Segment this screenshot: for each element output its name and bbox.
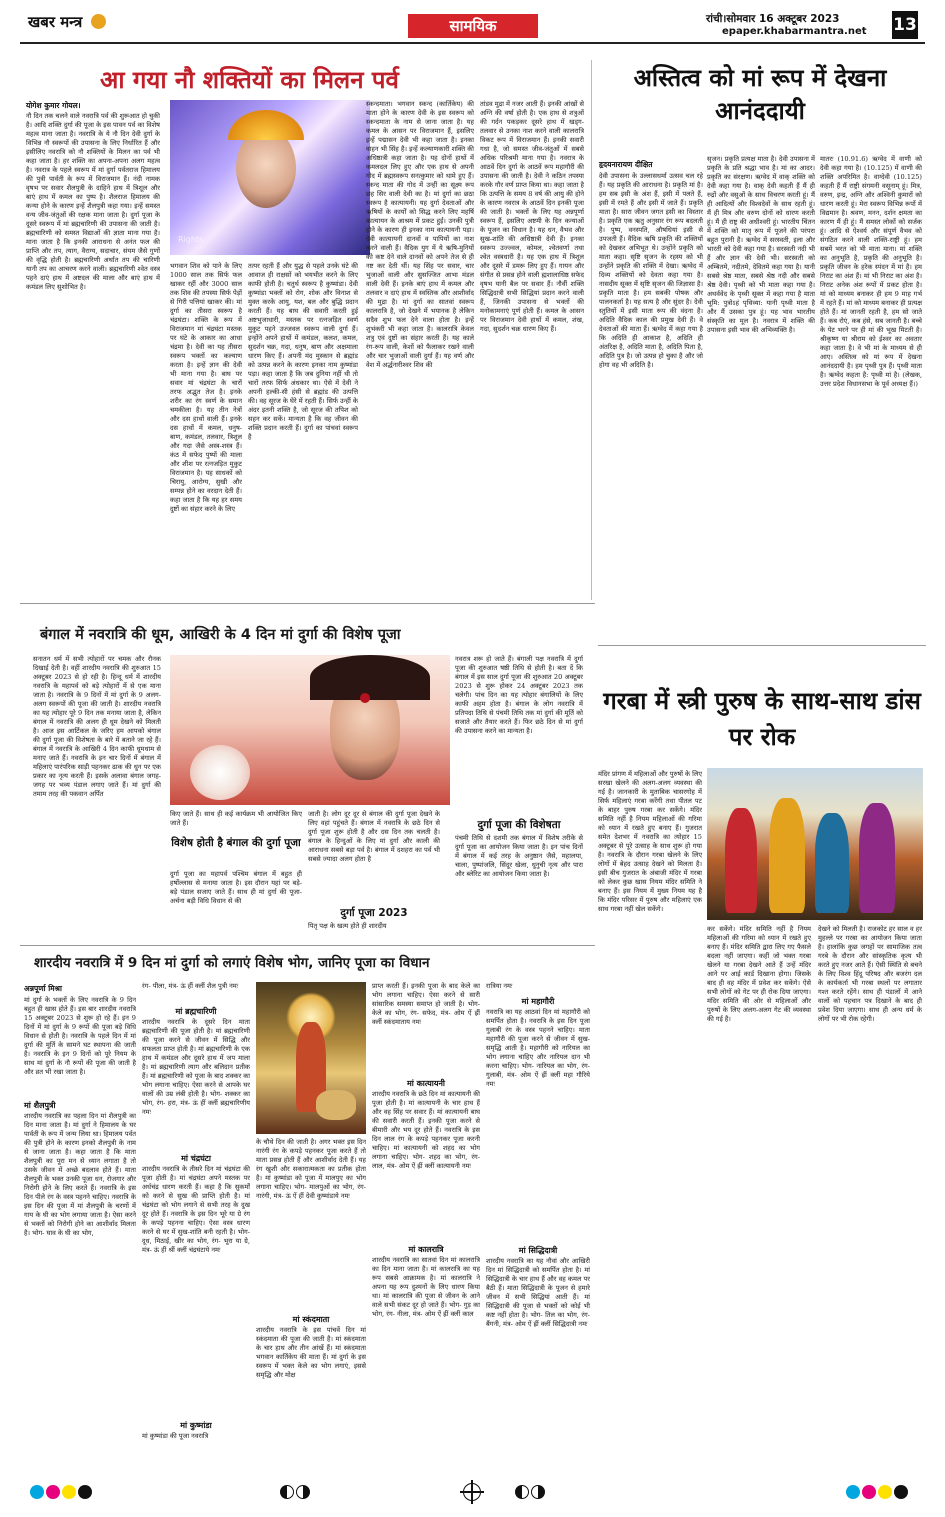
magenta-dot-icon	[46, 1485, 60, 1499]
article3-headline: बंगाल में नवरात्रि की धूम, आखिरी के 4 दिन मां दुर्गा की विशेष पूजा	[40, 627, 401, 643]
lion-figure	[316, 1090, 356, 1120]
article3-subheading2: दुर्गा पूजा 2023	[340, 907, 408, 919]
article5-headline: गरबा में स्त्री पुरुष के साथ-साथ डांस पर रोक	[603, 687, 921, 751]
article1-column5: तांडव मुद्रा में नजर आती हैं। इनकी आंखों से अग्नि की वर्षा होती है। एक हाथ से शत्रुओं की गर्दन पकड़कर दूसरे हाथ में खड्ग-तलवार से उनका नाश करने वाली कालरात्रि विकट रूप में विराजमान हैं। इनकी सवारी गधा है, जो समस्त जीव-जंतुओं में सबसे अधिक परिश्रमी माना गया है। नवरात्र के आठवें दिन दुर्गा के आठवें रूप महागौरी की उपासना की जाती है। देवी ने कठिन तपस्या करके गौर वर्ण प्राप्त किया था। कहा जाता है कि उत्पत्ति के समय 8 वर्ष की आयु की होने के कारण नवरात्र के आठवें दिन इनकी पूजा की जाती है। भक्तों के लिए यह अन्नपूर्णा स्वरूप हैं, इसलिए अष्टमी के दिन कन्याओं के पूजन का विधान है। यह धन, वैभव और सुख-शांति की अधिष्ठात्री देवी हैं। इनका स्वरूप उज्ज्वल, कोमल, श्वेतवर्णा तथा श्वेत वस्त्रधारी है। यह एक हाथ में त्रिशूल और दूसरे में डमरू लिए हुए हैं। गायन और संगीत से प्रसन्न होने वाली ह्मशालाधिष्ठ सफेद वृषभ यानी बैल पर सवार हैं। नौवीं शक्ति सिद्धिदात्री सभी सिद्धियां प्रदान करने वाली हैं, जिनकी उपासना से भक्तों की मनोकामनाएं पूर्ण होती हैं। कमल के आसन पर विराजमान देवी हाथों में कमल, शंख, गदा, सुदर्शन चक्र धारण किए हैं।	[480, 100, 584, 333]
article4-column5: रात्रिया नमः	[486, 982, 513, 990]
article3-column4b: पंचमी तिथि से दशमी तक बंगाल में विशेष तरीके से दुर्गा पूजा का आयोजन किया जाता है। इन पांच दिनों में बंगाल में कई तरह के अनुष्ठान जैसे, महालया, चाला, पुष्पांजलि, सिंदूर खेला, धुनुची नृत्य और पारा और ब्लेरिट का आयोजन किया जाता है।	[455, 834, 583, 878]
article5-column2: कर सकेंगे। मंदिर समिति नहीं है नियम महिलाओं की गरिमा को ध्यान में रखते हुए बनाए हैं। मंदिर समिति द्वारा लिए गए फैसले बदला नहीं जाएगा। कहीं जो भक्त गरबा खेलने या गरबा देखने आते हैं उन्हें मंदिर आने पर आई कार्ड दिखाना होगा। जिसके बाद ही वह मंदिर में प्रवेश कर सकेंगे। ऐसे सभी लोगों को गेट पर ही रोक दिया जाएगा। मंदिर समिति की ओर से महिलाओं और पुरुषों के लिए अलग-अलग गेट की व्यवस्था की गई है।	[707, 925, 811, 1023]
print-marks-footer	[0, 1478, 945, 1508]
article3-column3b: पितृ पक्ष के खत्म होते ही शारदीय	[308, 922, 387, 930]
article4-column2d: मां कुष्मांडा की पूजा नवरात्रि	[142, 1432, 209, 1440]
half-dot-icon	[531, 1485, 545, 1499]
article3-subheading: विशेष होती है बंगाल की दुर्गा पूजा	[171, 837, 301, 849]
logo-emblem-icon	[91, 14, 106, 29]
website-link[interactable]: epaper.khabarmantra.net	[722, 26, 867, 37]
article4-headline: शारदीय नवरात्रि में 9 दिन मां दुर्गा को लगाएं विशेष भोग, जानिए पूजा का विधान	[34, 955, 430, 971]
half-dot-icon	[515, 1485, 529, 1499]
registration-crosshair-icon	[463, 1483, 481, 1501]
yellow-dot-icon	[878, 1485, 892, 1499]
garba-dancers-photo	[707, 768, 923, 920]
article3-column2: किए जाते हैं। साथ ही कई कार्यक्रम भी आयोजित किए जाते हैं।	[170, 810, 302, 827]
article4-heading-chandraghanta: मां चंद्रघंटा	[181, 1154, 211, 1163]
article3-subheading3: दुर्गा पूजा की विशेषता	[477, 819, 561, 831]
article3-column4: नवरात्र शरू हो जाते हैं। बंगाली पक्ष नवरात्रि में दुर्गा पूजा की शुरुआत षष्ठी तिथि से होती है। बता दें कि बंगाल में इस साल दुर्गा पूजा की शुरुआत 20 अक्टूबर 2023 से शुरू होकर 24 अक्टूबर 2023 तक चलेगी। पांच दिन का यह त्योहार बंगालियों के लिए काफी अहम होता है। बंगाल के लोग नवरात्रि में प्रतिपदा तिथि से पंचमी तिथि तक मां दुर्गा की मूर्ति को सजाते और तैयार करते हैं। फिर छठे दिन से मां दुर्गा की उपासना करने का मान्यता है।	[455, 655, 583, 735]
article2-column1: देवी उपासना के उल्लासधर्मा उत्सव चल रहे हैं। यह प्रकृति की आराधना है। प्रकृति मां है। हम सब इसी के अंश हैं, इसी में पलते हैं, इसी में रमते हैं और इसी में जाते हैं। प्रकृति माता है। सारा जीवन जगत इसी का विस्तार है। प्रकृति एक ऋतु अनुसार रंग रूप बदलती है। पुष्प, वनस्पति, औषधियां इसी से उपजती हैं। वैदिक ऋषि प्रकृति की शक्तियों को देखकर अभिभूत थे। उन्होंने प्रकृति को माता कहा। सृष्टि सृजन के रहस्य को भी उन्होंने प्रकृति की शक्ति में देखा। ऋग्वेद में दिव्य शक्तियों को देवता कहा गया है। नासदीय सूक्त में सृष्टि सृजन की जिज्ञासा है। प्रकृति माता है। हम सबकी पोषक और पालनकर्ता है। यह सत्य है और सुंदर है। देवी स्तुतियों में इसी माता रूप की वंदना है। अदिति वैदिक काल की प्रमुख देवी हैं। वे देवताओं की माता हैं। ऋग्वेद में कहा गया है कि अदिति ही आकाश है, अदिति ही अंतरिक्ष है, अदिति माता है, अदिति पिता है, अदिति पुत्र है। जो उत्पन्न हो चुका है और जो होगा वह भी अदिति है।	[599, 172, 703, 369]
article4-column5b: नवरात्रि का यह आठवां दिन मां महागौरी को समर्पित होता है। नवरात्रि के इस दिन पूजा गुलाबी रंग के वस्त्र पहनने चाहिए। माता महागौरी की पूजा करने से जीवन में सुख-समृद्धि आती है। महागौरी को नारियल का भोग लगाना चाहिए और नारियल दान भी करना चाहिए। भोग- नारियल का भोग, रंग- गुलाबी, मंत्र- ओम ऐं ह्रीं क्लीं महा गौरिये नमः	[486, 1008, 590, 1088]
article4-heading-brahmacharini: मां ब्रह्मचारिणी	[175, 1007, 217, 1016]
article3-column2b: दुर्गा पूजा का महापर्व पश्चिम बंगाल में बहुत ही हर्षोल्लास से मनाया जाता है। इस दौरान यहां पर बड़े-बड़े पंडाल सजाए जाते हैं। साथ ही मां दुर्गा की पूजा-अर्चना बड़ी विधि विधान से की	[170, 870, 302, 905]
article4-heading-katyayani: मां कात्यायनी	[406, 1079, 446, 1088]
article4-column1: मां दुर्गा के भक्तों के लिए नवरात्रि के 9 दिन बहुत ही खास होते हैं। इस बार शारदीय नवरात्रि 15 अक्टूबर 2023 से शुरू हो रहे हैं। इन 9 दिनों में मां दुर्गा के 9 रूपों की पूजा बड़े विधि विधान से होती है। नवरात्रि के पहले दिन में मां दुर्गा की मूर्ति के सामने घट स्थापना की जाती है। नवरात्रि के इन 9 दिनों को पूरे नियम के साथ मां दुर्गा के नौ रूपों की पूजा की जाती है और व्रत भी रखा जाता है।	[24, 996, 136, 1076]
article1-column4: स्कन्दमाता। भगवान स्कन्द (कार्तिकेय) की माता होने के कारण देवी के इस स्वरूप को स्कन्दमाता के नाम से जाना जाता है। यह कमल के आसन पर विराजमान हैं, इसलिए इन्हें पद्मासन देवी भी कहा जाता है। इनका वाहन भी सिंह है। इन्हें कल्याणकारी शक्ति की अधिष्ठात्री कहा जाता है। यह दोनों हाथों में कमलदल लिए हुए और एक हाथ से अपनी गोद में ब्रह्मस्वरूप सनत्कुमार को थामे हुए हैं। स्कन्द माता की गोद में उन्हीं का सूक्ष्म रूप छह सिर वाली देवी का है। मां दुर्गा का छठा स्वरूप है कात्यायनी। यह दुर्गा देवताओं और ऋषियों के कार्यों को सिद्ध करने लिए महर्षि कात्यायन के आश्रम में प्रकट हुईं। उनकी पुत्री होने के कारण ही इनका नाम कात्यायनी पड़ा। देवी कात्यायनी दानवों व पापियों का नाश करने वाली हैं। वैदिक युग में ये ऋषि-मुनियों को कष्ट देने वाले दानवों को अपने तेज से ही नष्ट कर देती थीं। यह सिंह पर सवार, चार भुजाओं वाली और सुसज्जित आभा मंडल वाली देवी हैं। इनके बाएं हाथ में कमल और तलवार व दाएं हाथ में स्वस्तिक और आशीर्वाद की मुद्रा है। मां दुर्गा का सातवां स्वरूप कालरात्रि है, जो देखने में भयानक है लेकिन सदैव शुभ फल देने वाला होता है। इन्हें शुभंकरी भी कहा जाता है। कालरात्रि केवल शत्रु एवं दुष्टों का संहार करती हैं। यह काले रंग-रूप वाली, केशों को फैलाकर रखने वाली और चार भुजाओं वाली दुर्गा हैं। यह वर्ण और वेश में अर्द्धनारीश्वर शिव की	[366, 100, 474, 369]
article5-column3: देखने को मिलती है। राजकोट हर साल व हर मुहल्ले पर गरबा का आयोजन किया जाता है। हालांकि कुछ जगहों पर सामाजिक तत्व गरबे के दौरान और सांस्कृतिक कृत्य भी करते हुए नजर आते हैं। ऐसी स्थिति से बचने के लिए विश्व हिंदू परिषद और बजरंग दल के कार्यकर्ता भी गरबा स्थलों पर लगातार गश्त करते रहेंगे। साथ ही पंडालों में आने वालों को पहचान पत्र दिखाने के बाद ही प्रवेश दिया जाएगा। साथ ही अन्य धर्म के लोगों पर भी रोक रहेगी।	[818, 925, 922, 1023]
article4-heading-mahagauri: मां महागौरी	[521, 997, 555, 1006]
article2-headline: अस्तित्व को मां रूप में देखना आनंददायी	[633, 64, 887, 125]
page-number: 13	[892, 11, 918, 39]
article4-column3b: शारदीय नवरात्रि के इस पांचवें दिन मां स्कंदमाता की पूजा की जाती है। मां स्कंदमाता के चार हाथ और तीन आंखें हैं। मां स्कंदमाता भगवान कार्तिकेय की माता हैं। मां दुर्गा के इस स्वरूप में भक्त केले का भोग लगाएं, इससे समृद्धि और मोक्ष	[256, 1326, 366, 1379]
goddess-face	[236, 128, 296, 208]
article4-column4c: शारदीय नवरात्रि का सातवां दिन मां कालरात्रि का दिन माना जाता है। मां कालरात्रि का यह रूप सबसे आक्रामक है। मां कालरात्रि ने अपना यह रूप दुश्मनों के लिए धारण किया था। मां कालरात्रि की पूजा से जीवन के आने वाले सभी संकट दूर हो जाते हैं। भोग- गुड़ का भोग, रंग- नीला, मंत्र- ओम ऐं ह्रीं क्लीं काल	[372, 1256, 480, 1318]
article4-heading-kushmanda: मां कुष्मांडा	[180, 1421, 212, 1430]
logo[interactable]: खबर मन्त्र	[28, 12, 106, 32]
article4-top-rule	[20, 945, 595, 946]
black-dot-icon	[78, 1485, 92, 1499]
image-watermark: Rights	[178, 235, 204, 244]
article2-byline: हृदयनारायण दीक्षित	[599, 160, 653, 169]
article4-column5c: शारदीय नवरात्रि का यह नौवां और आखिरी दिन मां सिद्धिदात्री को समर्पित होता है। मां सिद्धिदात्री के चार हाथ हैं और वह कमल पर बैठी हैं। माता सिद्धिदात्री के पूजन से हमारे जीवन में सभी सिद्धियां आती हैं। मां सिद्धिदात्री की पूजा से भक्तों को कोई भी कष्ट नहीं होता है। भोग- तिल का भोग, रंग- बैंगनी, मंत्र- ओम ऐं ह्रीं क्लीं सिद्धिदात्री नमः	[486, 1257, 590, 1328]
article4-column4: प्राप्त करती हैं। इनकी पूजा के बाद केले का भोग लगाना चाहिए। ऐसा करने से सारी सांसारिक समस्या समाप्त हो जाती है। भोग- केले का भोग, रंग- सफेद, मंत्र- ओम ऐं ह्रीं क्लीं स्कंदमाताय नमः	[372, 982, 480, 1026]
black-dot-icon	[894, 1485, 908, 1499]
article1-byline: योगेश कुमार गोयल।	[26, 101, 81, 110]
article1-headline: आ गया नौ शक्तियों का मिलन पर्व	[100, 66, 399, 94]
article1-column3: तत्पर रहती हैं और युद्ध से पहले उनके घंटे की आवाज ही राक्षसों को भयभीत करने के लिए काफी होती है। चतुर्थ स्वरूप है कुष्मांडा। देवी कुष्मांडा भक्तों को रोग, शोक और विनाश से मुक्त करके आयु, यश, बल और बुद्धि प्रदान करती हैं। यह बाघ की सवारी करती हुई अष्टभुजाधारी, मस्तक पर रत्नजड़ित स्वर्ण मुकुट पहने उज्जवल स्वरूप वाली दुर्गा हैं। इन्होंने अपने हाथों में कमंडल, कलश, कमल, सुदर्शन चक्र, गदा, धनुष, बाण और अक्षमाला धारण किए हैं। अपनी मंद मुस्कान से ब्रह्मांड को उत्पन्न करने के कारण इनका नाम कुष्मांडा पड़ा। कहा जाता है कि जब दुनिया नहीं थी तो चारों तरफ सिर्फ अंधकार था। ऐसे में देवी ने अपनी हल्की-सी हंसी से ब्रह्मांड की उत्पत्ति की। वह सूरज के घेरे में रहती हैं। सिर्फ उन्हीं के अंदर इतनी शक्ति है, जो सूरज की तपिश को सहन कर सकें। मान्यता है कि वह जीवन की शक्ति प्रदान करती हैं। दुर्गा का पांचवां स्वरूप है	[248, 262, 358, 441]
article4-column3: के चौथे दिन की जाती है। अगर भक्त इस दिन नारंगी रंग के कपड़े पहनकर पूजा करते हैं तो माता प्रसन्न होती हैं और आशीर्वाद देती हैं। यह रंग खुशी और सकारात्मकता का प्रतीक होता है। मां कुष्मांडा को पूजा में मालपुए का भोग लगाना चाहिए। भोग- मालपुओं का भोग, रंग- नारंगी, मंत्र- ऊं ऐं हीं देवी कुष्मांडाये नमः	[256, 1138, 366, 1200]
article4-column2c: शारदीय नवरात्रि के तीसरे दिन मां चंद्रघंटा की पूजा होती है। मां चंद्रघंटा अपने मस्तक पर अर्धचंद्र धारण करती हैं। कहा है कि सुकर्मों को करने से सुख की प्राप्ति होती है। मां चंद्रघंटा को भोग लगाने से सभी तरह के दुख दूर होते हैं। नवरात्रि के इस दिन भूरे या ग्रे रंग के कपड़े पहनना चाहिए। ऐसा वस्त्र धारण करने से घर में सुख-शांति बनी रहती है। भोग- दूध, मिठाई, खीर का भोग, रंग- भूरा या ग्रे, मंत्र- ऊं हीं श्रीं क्लीं चंद्रघंटाये नमः	[142, 1165, 250, 1254]
article4-column2: रंग- पीला, मंत्र- ऊं हीं क्लीं शैल पुत्री नमः	[142, 982, 239, 990]
goddess-durga-illustration	[170, 100, 370, 255]
article5-top-rule	[598, 645, 926, 646]
dancer-1	[725, 808, 757, 913]
red-bindi	[360, 693, 370, 703]
article4-heading-siddhidatri: मां सिद्धिदात्री	[518, 1246, 558, 1255]
article2-column2: सृजन। प्रकृति प्रत्यक्ष माता है। देवी उपासना में प्रकृति के प्रति श्रद्धा भाव है। मां का आदर। प्रकृति का संरक्षण। ऋग्वेद में वाक् शक्ति को देवी कहा गया है। वाक् देवी कहती हैं मैं ही रुद्रों और वसुओं के साथ विचरण करती हूं। मैं ही आदित्यों और विश्वदेवों के साथ रहती हूं। मैं ही मित्र और वरुण दोनों को धारण करती हूं। मैं ही राष्ट्र की अधीश्वरी हूं। भारतीय चिंतन में शक्ति को मातृ रूप में पूजने की परंपरा बहुत पुरानी है। ऋग्वेद में सरस्वती, इला और भारती को देवी कहा गया है। सरस्वती नदी भी हैं और ज्ञान की देवी भी। सरस्वती को अम्बितमे, नदीतमे, देवितमे कहा गया है। यानी सबसे श्रेष्ठ माता, सबसे श्रेष्ठ नदी और सबसे श्रेष्ठ देवी। पृथ्वी को भी माता कहा गया है। अथर्ववेद के पृथ्वी सूक्त में कहा गया है माता भूमि: पुत्रोऽहं पृथिव्या: यानी पृथ्वी माता है और मैं उसका पुत्र हूं। यह भाव भारतीय संस्कृति का मूल है। नवरात्र में शक्ति की उपासना इसी भाव की अभिव्यक्ति है।	[707, 155, 815, 334]
bengali-woman-durga-puja-photo	[170, 655, 450, 805]
article4-byline: अन्नपूर्णा मिश्रा	[24, 984, 62, 993]
article4-heading-kalratri: मां कालरात्रि	[408, 1245, 444, 1254]
half-dot-icon	[296, 1485, 310, 1499]
cyan-dot-icon	[30, 1485, 44, 1499]
dancer-4	[859, 803, 895, 913]
article4-column4b: शारदीय नवरात्रि के छठे दिन मां कात्यायनी की पूजा होती है। मां कात्यायनी के चार हाथ हैं और वह सिंह पर सवार हैं। मां कात्यायनी बाघ की सवारी करती हैं। इनकी पूजा करने से बीमारी और भय दूर होते हैं। नवरात्रि के इस दिन लाल रंग के कपड़े पहनकर पूजा करनी चाहिए। मां कात्यायनी को शहद का भोग लगाना चाहिए। भोग- शहद का भोग, रंग- लाल, मंत्र- ओम ऐं ह्रीं क्लीं कात्यायनी नमः	[372, 1090, 480, 1170]
durga-idol-pandal-photo	[256, 982, 366, 1134]
magenta-dot-icon	[862, 1485, 876, 1499]
woman-hair	[310, 655, 430, 700]
yellow-dot-icon	[62, 1485, 76, 1499]
masthead	[0, 0, 945, 44]
article4-column1b: शारदीय नवरात्रि का पहला दिन मां शैलपुत्री का दिन माना जाता है। मां दुर्गा ने हिमालय के घर पार्वती के रूप में जन्म लिया था। हिमालय पर्वत की पुत्री होने के कारण इनको शैलपुत्री के नाम से जाना जाता है। कहा जाता है कि माता शैलपुत्री का पूरा मन से ध्यान लगाता है तो उसके जीवन में अच्छे बदलाव होते हैं। माता शैलपुत्री के भक्त उनकी पूजा धन, रोजगार और निरोगी होने के लिए करते हैं। नवरात्रि के इस दिन पीले रंग के वस्त्र पहनने चाहिए। नवरात्रि के इस दिन की पूजा में मां शैलपुत्री के चरणों में गाय के घी का भोग लगाया जाता है। ऐसा करने से भक्तों को निरोगी होने का आशीर्वाद मिलता है। भोग- घाव के घी का भोग,	[24, 1112, 136, 1237]
article3-top-rule	[20, 603, 595, 604]
article3-column1: सनातन धर्म में सभी त्योहारों पर चमक और रौनक दिखाई देती है। वहीं शारदीय नवरात्रि की शुरुआत 15 अक्टूबर 2023 से हो रही है। हिन्दू धर्म में शारदीय नवरात्रि के महापर्व को बड़े त्योहारों में से एक माना जाता है। नवरात्रि के 9 दिनों में मां दुर्गा के 9 अलग-अलग स्वरूपों की पूजा की जाती है। शारदीय नवरात्रि का यह त्योहार पूरे 9 दिन तक मनाया जाता है, लेकिन बंगाल में नवरात्रि की अलग ही धूम देखने को मिलती है। आज इस आर्टिकल के जरिए हम आपको बंगाल की दुर्गा पूजा की विशेषता के बारे में बताने जा रहे हैं। बंगाल में नवरात्रि के आखिरी 4 दिन काफी धूमधाम से मनाए जाते हैं। नवरात्रि के इन चार दिनों में बंगाल में महिलाएं पारंपरिक साड़ी पहनकर ढाक की धुन पर एक प्रकार का नृत्य करती हैं। इसके अलावा बंगाल जगह-जगह पर भव्य पंडाल लगाए जाते हैं। मां दुर्गा की तमाम तरह की पकवान अर्पित	[33, 655, 161, 798]
masthead-rule	[20, 42, 925, 44]
article2-column3: मातरः (10.91.6) ऋग्वेद में वाणी को देवी कहा गया है। (10.125) में वाणी की शक्ति अपरिमित है। वाग्देवी (10.125) कहती हैं मैं राष्ट्री संगमनी वसूनाम् हूं। मित्र, वरुण, इन्द्र, अग्नि और अश्विनी कुमारों को धारण करती हूं। मेरा स्वरूप विभिन्न रूपों में विद्यमान है। श्रवण, मनन, दर्शन क्षमता का कारण मैं ही हूं। मैं समस्त लोकों को सर्जक हूं। आदि से ऐश्वर्य और संपूर्ण वैभव को संगठित करने वाली शक्ति-राष्ट्री हूं। हम सबमें भरत को भी माता माना। मां शक्ति का अनुभूति है, प्रकृति की अनुभूति है। प्रकृति जीवन के हरेक स्पंदन में मां है। हम निराट का अंश हैं। मां भी निराट का अंश है। निराट अनेक अंश रूपों में प्रकट होता है। मां को माध्यम बनाकर ही हम 9 माह गर्भ में रहते हैं। मां को माध्यम बनाकर ही प्रत्यक्ष होते हैं। मां जानती रहती है, हम सो जाते हैं। कब रोएं, कब हंसे, सब जानती है। बच्चे के पेट भरने पर ही मां की भूख मिटती है। श्रीकृष्ण या श्रीराम को ईश्वर का अवतार कहा जाता है। वे भी मां के माध्यम से ही आए। अस्तित्व को मां रूप में देखना आनंददायी है। हम पृथ्वी पुत्र हैं। पृथ्वी माता है। ऋग्वेद कहता है: पृथ्वी मां है। (लेखक, उत्तर प्रदेश विधानसभा के पूर्व अध्यक्ष हैं।)	[820, 155, 922, 388]
flower-decoration	[190, 745, 250, 800]
half-dot-icon	[280, 1485, 294, 1499]
article4-heading-shailputri: मां शैलपुत्री	[24, 1101, 56, 1110]
article4-column2b: शारदीय नवरात्रि के दूसरे दिन माता ब्रह्मचारिणी की पूजा होती है। मां ब्रह्मचारिणी की पूजा करने से जीवन में सिद्धि और सफलता प्राप्त होती है। मां ब्रह्मचारिणी के एक हाथ में कमंडल और दूसरे हाथ में जप माला है। मां ब्रह्मचारिणी त्याग और बलिदान प्रतीक हैं। मां ब्रह्मचारिणी को पूजा के बाद शक्कर का भोग लगाना चाहिए। ऐसा करने से आपके घर वालों की उम्र लंबी होती है। भोग- शक्कर का भोग, रंग- हरा, मंत्र- ऊं हीं क्लीं ब्रह्मचारिणीय नमः	[142, 1018, 250, 1116]
section-label: सामयिक	[408, 14, 538, 38]
dancer-3	[815, 813, 849, 913]
cyan-dot-icon	[846, 1485, 860, 1499]
dancer-2	[769, 798, 805, 913]
article1-column2: भगवान शिव को पाने के लिए 1000 साल तक सिर्फ फल खाकर रहीं और 3000 साल तक शिव की तपस्या सिर्फ पेड़ों से गिरी पत्तियां खाकर की। मां दुर्गा का तीसरा स्वरूप है चंद्रघंटा। शक्ति के रूप में विराजमान मां चंद्रघंटा मस्तक पर घंटे के आकार का आधा चंद्रमा है। देवी का यह तीसरा स्वरूप भक्तों का कल्याण करता है। इन्हें ज्ञान की देवी भी माना गया है। बाघ पर सवार मां चंद्रघंटा के चारों तरफ अद्भुत तेज है। इनके शरीर का रंग स्वर्ण के समान चमकीला है। यह तीन नेत्रों और दस हाथों वाली हैं। इनके दस हाथों में कमल, धनुष-बाण, कमंडल, तलवार, त्रिशूल और गदा जैसे अस्त्र-शस्त्र हैं। कंठ में सफेद पुष्पों की माला और शीश पर रत्नजड़ित मुकुट विराजमान है। यह साधकों को चिरायु, आरोग्य, सुखी और सम्पन्न होने का वरदान देती हैं। कहा जाता है कि यह हर समय दुष्टों का संहार करने के लिए	[170, 262, 242, 513]
goddess-crown	[228, 110, 304, 140]
dateline: रांची।सोमवार 16 अक्टूबर 2023	[706, 13, 840, 25]
article1-column1: नौ दिन तक चलने वाले नवरात्रि पर्व की शुरूआत हो चुकी है। आदि शक्ति दुर्गा की पूजा के इस पावन पर्व का विशेष महत्व माना जाता है। नवरात्रि के ये नौ दिन देवी दुर्गा के विभिन्न नौ स्वरूपों की उपासना के लिए निर्धारित हैं और इसीलिए नवरात्रि को नौ शक्तियों के मिलन का पर्व भी कहा जाता है। हर शक्ति का अपना-अपना अलग महत्व है। नवरात्र के पहले स्वरूप में मां दुर्गा पर्वतराज हिमालय की पुत्री पार्वती के रूप में विराजमान हैं। नंदी नामक वृषभ पर सवार शैलपुत्री के दाहिने हाथ में त्रिशूल और बाएं हाथ में कमल का पुष्प है। शैलराज हिमालय की कन्या होने के कारण इन्हें शैलपुत्री कहा गया। इन्हें समस्त वन्य जीव-जंतुओं की रक्षक माना जाता है। दुर्गा पूजा के दूसरे स्वरूप में मां ब्रह्मचारिणी की उपासना की जाती है। ब्रह्मचारिणी को समस्त विद्याओं की ज्ञाता माना गया है। माना जाता है कि इनकी आराधना से अनंत फल की प्राप्ति और तप, त्याग, वैराग्य, सदाचार, संयम जैसे गुणों की वृद्धि होती है। ब्रह्मचारिणी अर्थात तप की चारिणी यानी तप का आचरण करने वाली। ब्रह्मचारिणी श्वेत वस्त्र पहने दाएं हाथ में अष्टदल की माला और बाएं हाथ में कमंडल लिए सुशोभित है।	[26, 112, 160, 291]
article1-divider	[591, 60, 592, 600]
article4-heading-skandamata: मां स्कंदमाता	[292, 1315, 330, 1324]
article5-column1: मंदिर प्रांगण में महिलाओं और पुरुषों के लिए सरखा खेलने की अलग-अलग व्यवस्था की गई है। जानकारी के मुताबिक चासरगोह में सिर्फ महिलाएं गरबा करेंगी तथा पीतल पट के बाहर पुरुष गरबा कर सकेंगे। मंदिर समिति नहीं है नियम महिलाओं की गरिमा को ध्यान में रखते हुए बनाए हैं। गुजरात समेत देशभर में नवरात्रि का त्योहार 15 अक्टूबर से पूरे उत्साह के साथ शुरू हो गया है। नवरात्रि के दौरान गरबा खेलने के लिए लोगों में बेहद उत्साह देखने को मिलता है। इसी बीच गुजरात के अंबाजी मंदिर में गरबा को लेकर कुछ खास नियम मंदिर समिति ने बनाए हैं। इस नियम में मुख्य नियम यह है कि मंदिर परिसर में पुरुष और महिलाएं एक साथ गरबा नहीं खेल सकेंगे।	[598, 770, 702, 913]
article3-column3: जाती है। लोग दूर दूर से बंगाल की दुर्गा पूजा देखने के लिए वहां पहुंचते हैं। बंगाल में नवरात्रि के छठे दिन से दुर्गा पूजा शुरू होती है और दस दिन तक चलती है। बंगाल के हिन्दुओं के लिए मां दुर्गा और काली की आराधना सबसे बड़ा पर्व है। बंगाल में दशहरा का पर्व भी सबसे ज्यादा अलग होता है	[308, 810, 440, 863]
